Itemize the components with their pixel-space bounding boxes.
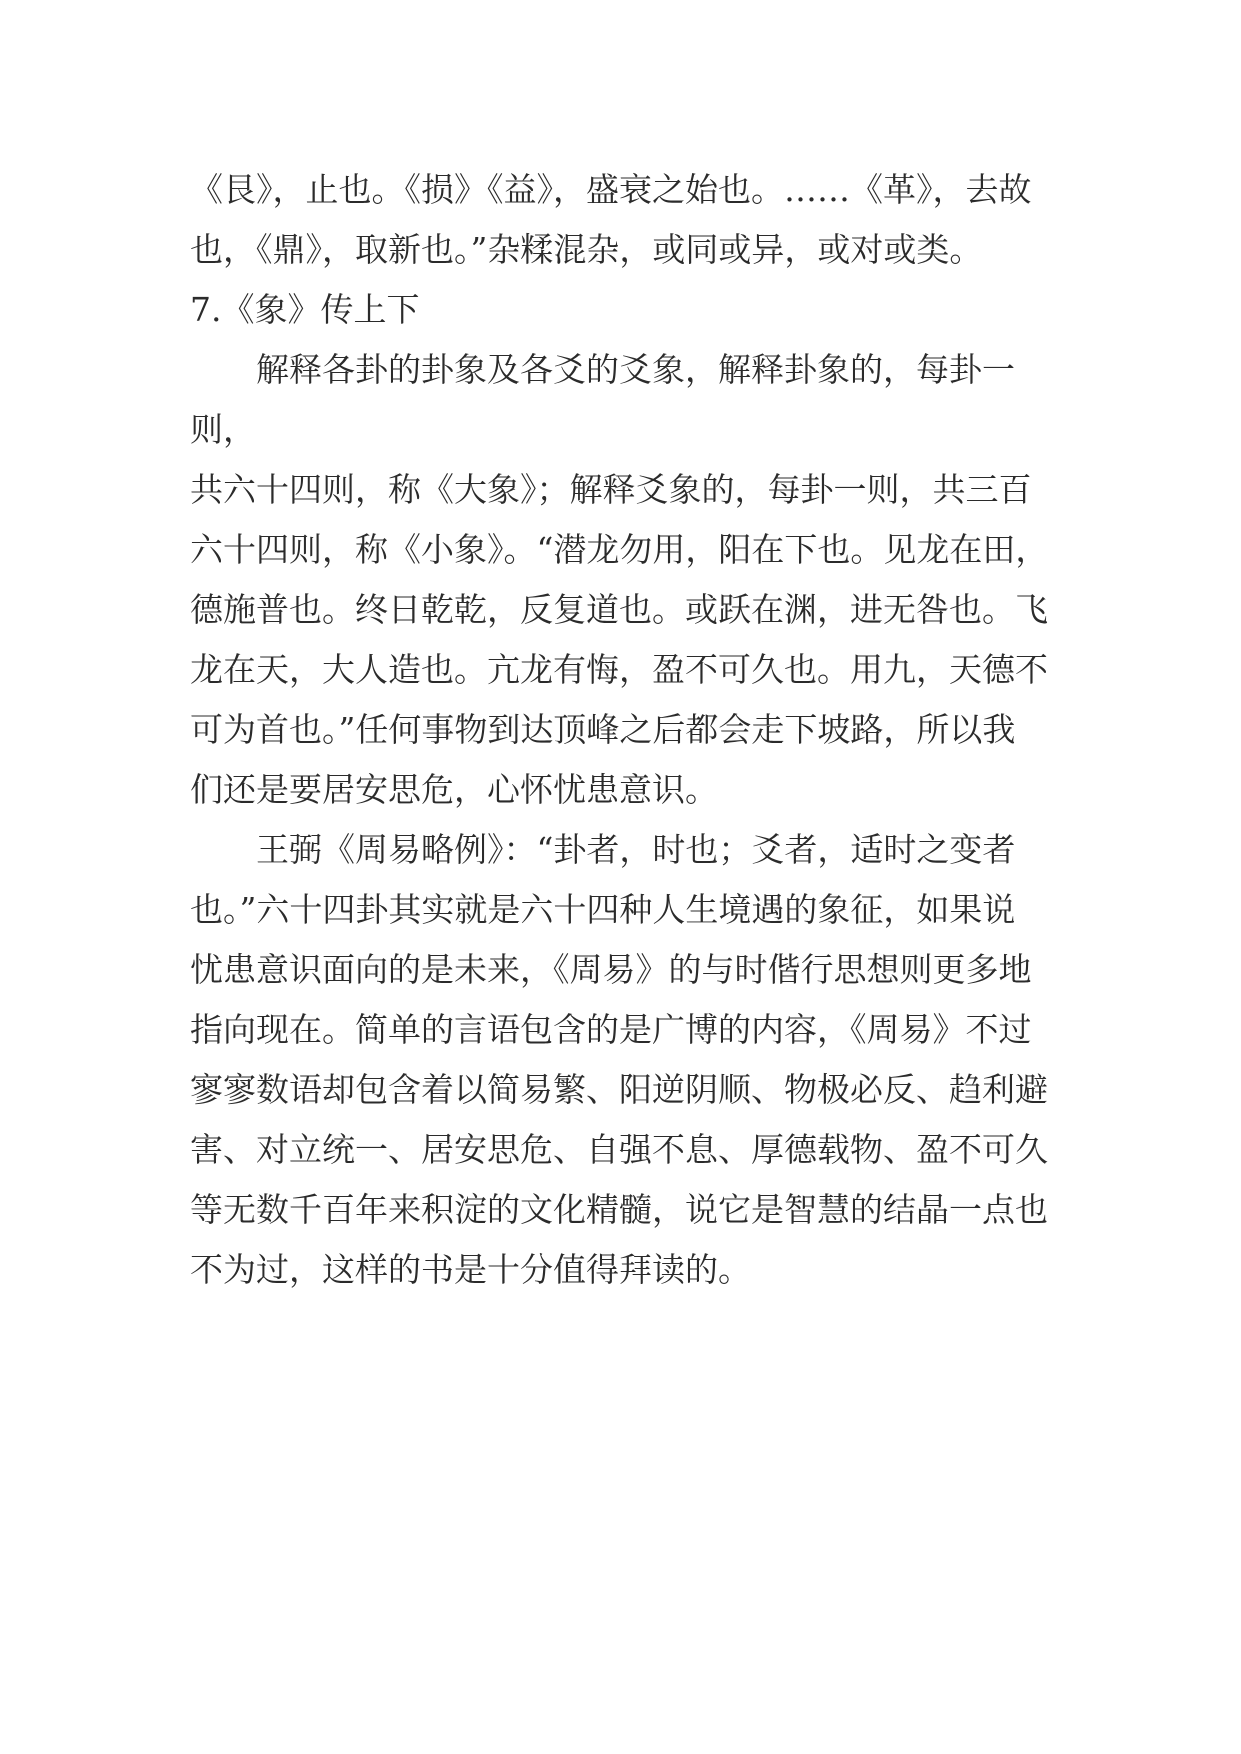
text-line: 王弼《周易略例》：“卦者，时也；爻者，适时之变者 xyxy=(190,830,1016,869)
text-line: 不为过，这样的书是十分值得拜读的。 xyxy=(190,1250,751,1289)
paragraph-continuation xyxy=(190,160,1050,280)
body-text xyxy=(190,160,1050,1300)
text-line: 也。”六十四卦其实就是六十四种人生境遇的象征，如果说 xyxy=(190,890,1016,929)
paragraph-wang-bi xyxy=(190,820,1050,1300)
text-line: 忧患意识面向的是未来，《周易》的与时偕行思想则更多地 xyxy=(190,950,1032,989)
text-line: 龙在天，大人造也。亢龙有悔，盈不可久也。用九，天德不 xyxy=(190,650,1048,689)
text-line: 等无数千百年来积淀的文化精髓，说它是智慧的结晶一点也 xyxy=(190,1190,1048,1229)
text-line: 可为首也。”任何事物到达顶峰之后都会走下坡路，所以我 xyxy=(190,710,1016,749)
text-line: 寥寥数语却包含着以简易繁、阳逆阴顺、物极必反、趋利避 xyxy=(190,1070,1048,1109)
section-heading xyxy=(190,280,1050,340)
text-line: 指向现在。简单的言语包含的是广博的内容，《周易》不过 xyxy=(190,1010,1032,1049)
text-line: 《艮》，止也。《损》《益》，盛衰之始也。……《革》，去故 xyxy=(190,170,1032,209)
text-line: 也，《鼎》，取新也。”杂糅混杂，或同或异，或对或类。 xyxy=(190,230,983,269)
text-line: 们还是要居安思危，心怀忧患意识。 xyxy=(190,770,718,809)
text-line: 解释各卦的卦象及各爻的爻象，解释卦象的，每卦一则， xyxy=(190,350,1015,449)
text-line: 害、对立统一、居安思危、自强不息、厚德载物、盈不可久 xyxy=(190,1130,1048,1169)
paragraph-xiang-zhuan xyxy=(190,340,1050,820)
text-line: 德施普也。终日乾乾，反复道也。或跃在渊，进无咎也。飞 xyxy=(190,590,1048,629)
heading-text: 7.《象》传上下 xyxy=(190,290,420,329)
text-line: 共六十四则，称《大象》；解释爻象的，每卦一则，共三百 xyxy=(190,470,1032,509)
text-line: 六十四则，称《小象》。“潜龙勿用，阳在下也。见龙在田， xyxy=(190,530,1049,569)
